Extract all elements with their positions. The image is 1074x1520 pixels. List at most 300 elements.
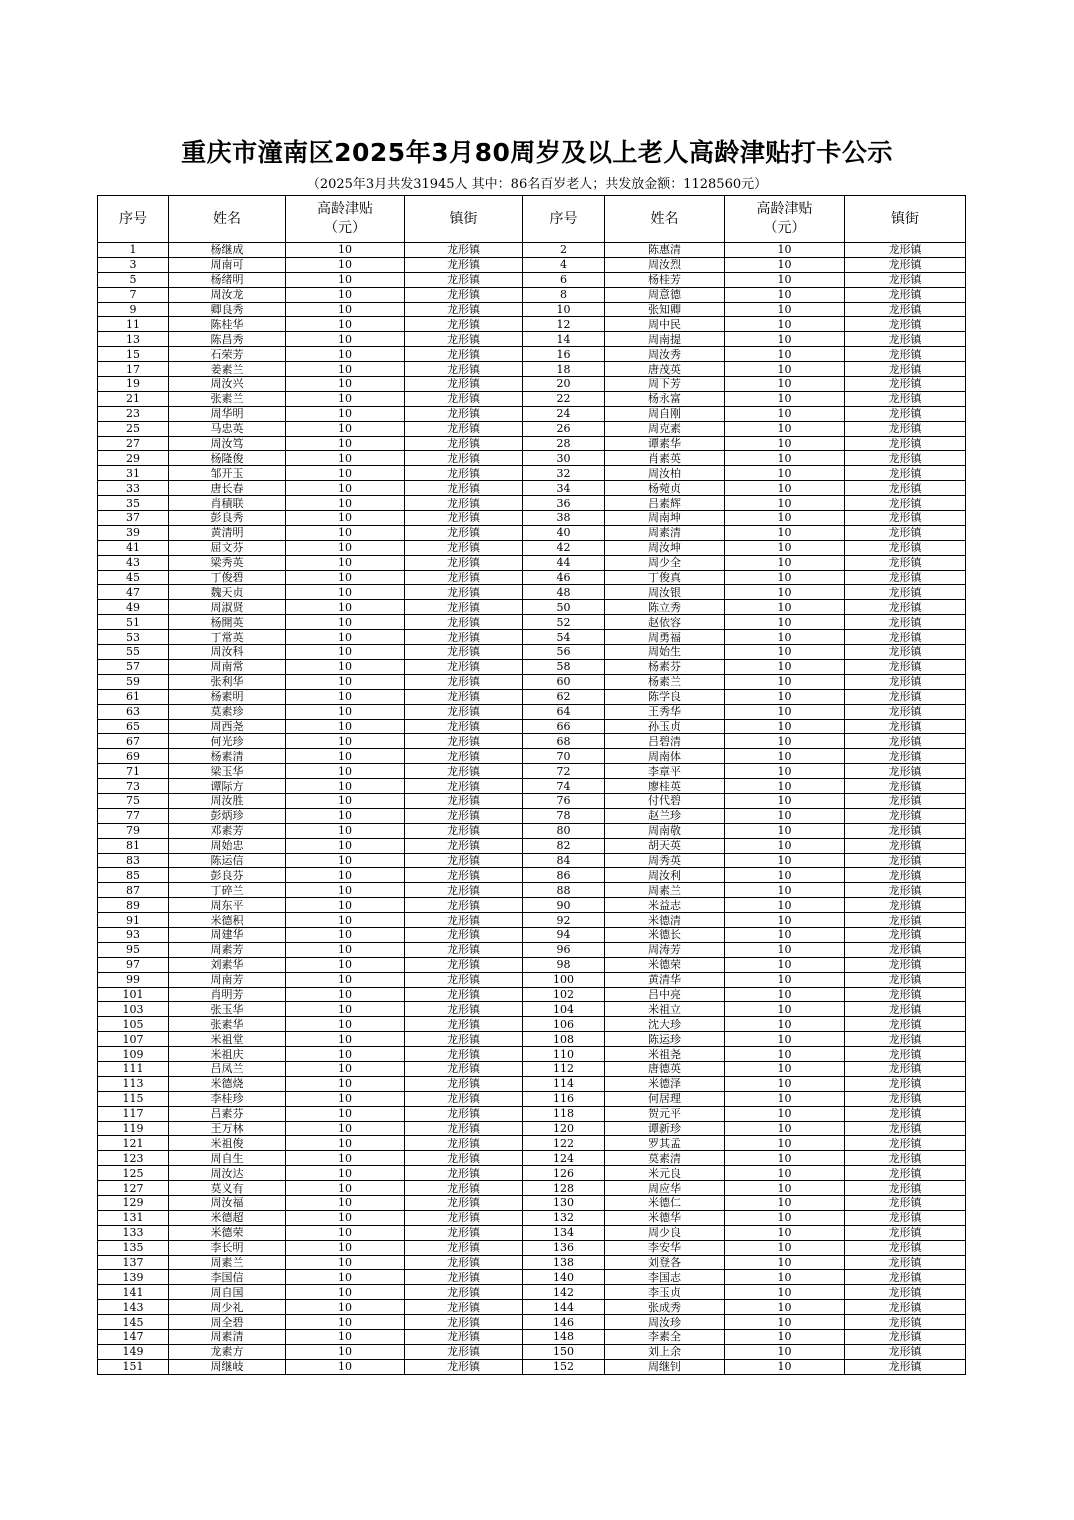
table-row	[98, 942, 966, 957]
cell-seq: 131	[98, 1210, 169, 1225]
cell-amount: 10	[286, 1359, 405, 1374]
cell-name: 周全碧	[169, 1315, 286, 1330]
cell-town: 龙形镇	[845, 1255, 966, 1270]
cell-seq: 43	[98, 555, 169, 570]
cell-amount: 10	[286, 674, 405, 689]
cell-amount: 10	[286, 838, 405, 853]
cell-amount: 10	[725, 957, 845, 972]
cell-name: 肖明芳	[169, 987, 286, 1002]
cell-amount: 10	[725, 421, 845, 436]
cell-name: 周南芳	[169, 972, 286, 987]
cell-amount: 10	[725, 436, 845, 451]
table-row	[98, 1285, 966, 1300]
cell-seq: 83	[98, 853, 169, 868]
cell-town: 龙形镇	[845, 630, 966, 645]
cell-seq: 55	[98, 645, 169, 660]
cell-amount: 10	[725, 1017, 845, 1032]
cell-amount: 10	[725, 883, 845, 898]
cell-seq: 1	[98, 243, 169, 258]
cell-name: 周汝达	[169, 1166, 286, 1181]
cell-seq: 141	[98, 1285, 169, 1300]
cell-amount: 10	[725, 793, 845, 808]
cell-town: 龙形镇	[845, 481, 966, 496]
table-row	[98, 779, 966, 794]
cell-name: 周应华	[605, 1181, 725, 1196]
table-row	[98, 391, 966, 406]
table-row	[98, 1210, 966, 1225]
cell-town: 龙形镇	[405, 898, 523, 913]
cell-town: 龙形镇	[845, 1344, 966, 1359]
cell-amount: 10	[286, 1017, 405, 1032]
cell-amount: 10	[725, 913, 845, 928]
table-row	[98, 466, 966, 481]
cell-amount: 10	[286, 808, 405, 823]
cell-seq: 87	[98, 883, 169, 898]
cell-amount: 10	[725, 481, 845, 496]
cell-amount: 10	[725, 898, 845, 913]
cell-seq: 151	[98, 1359, 169, 1374]
cell-name: 周建华	[169, 927, 286, 942]
cell-amount: 10	[725, 1061, 845, 1076]
cell-seq: 127	[98, 1181, 169, 1196]
cell-amount: 10	[286, 823, 405, 838]
cell-seq: 124	[523, 1151, 605, 1166]
cell-name: 赵兰珍	[605, 808, 725, 823]
cell-seq: 30	[523, 451, 605, 466]
cell-seq: 56	[523, 645, 605, 660]
cell-amount: 10	[725, 659, 845, 674]
cell-town: 龙形镇	[405, 481, 523, 496]
cell-name: 李素全	[605, 1330, 725, 1345]
cell-town: 龙形镇	[845, 779, 966, 794]
cell-name: 米德长	[605, 927, 725, 942]
table-row	[98, 868, 966, 883]
table-row	[98, 883, 966, 898]
cell-amount: 10	[725, 689, 845, 704]
cell-seq: 39	[98, 525, 169, 540]
cell-name: 谭新珍	[605, 1121, 725, 1136]
cell-amount: 10	[725, 779, 845, 794]
cell-name: 周汝坤	[605, 540, 725, 555]
cell-town: 龙形镇	[405, 1300, 523, 1315]
cell-town: 龙形镇	[405, 257, 523, 272]
cell-town: 龙形镇	[845, 272, 966, 287]
cell-name: 陈运珍	[605, 1032, 725, 1047]
cell-name: 张素华	[169, 1017, 286, 1032]
cell-name: 吕中亮	[605, 987, 725, 1002]
cell-amount: 10	[286, 972, 405, 987]
cell-name: 王秀华	[605, 704, 725, 719]
cell-seq: 77	[98, 808, 169, 823]
cell-name: 米德泽	[605, 1076, 725, 1091]
cell-amount: 10	[286, 1255, 405, 1270]
cell-amount: 10	[725, 1315, 845, 1330]
cell-town: 龙形镇	[845, 853, 966, 868]
cell-name: 吕素芬	[169, 1106, 286, 1121]
cell-seq: 111	[98, 1061, 169, 1076]
cell-name: 周素兰	[605, 883, 725, 898]
cell-amount: 10	[286, 1225, 405, 1240]
cell-amount: 10	[725, 391, 845, 406]
cell-name: 周自生	[169, 1151, 286, 1166]
cell-amount: 10	[725, 1240, 845, 1255]
cell-name: 米祖俊	[169, 1136, 286, 1151]
cell-seq: 53	[98, 630, 169, 645]
cell-amount: 10	[286, 853, 405, 868]
header-seq: 序号	[523, 196, 605, 243]
cell-amount: 10	[286, 317, 405, 332]
cell-name: 周汝胜	[169, 793, 286, 808]
cell-town: 龙形镇	[845, 1181, 966, 1196]
cell-name: 周汝珍	[605, 1315, 725, 1330]
cell-name: 丁常英	[169, 630, 286, 645]
cell-seq: 107	[98, 1032, 169, 1047]
cell-name: 周汝福	[169, 1196, 286, 1211]
cell-seq: 145	[98, 1315, 169, 1330]
cell-town: 龙形镇	[405, 555, 523, 570]
cell-amount: 10	[725, 406, 845, 421]
cell-amount: 10	[286, 466, 405, 481]
cell-name: 邓素芳	[169, 823, 286, 838]
cell-name: 莫素珍	[169, 704, 286, 719]
cell-name: 廖桂英	[605, 779, 725, 794]
table-row	[98, 1151, 966, 1166]
table-row	[98, 481, 966, 496]
cell-name: 周淑贤	[169, 600, 286, 615]
cell-name: 周素清	[605, 525, 725, 540]
cell-amount: 10	[725, 719, 845, 734]
table-row	[98, 719, 966, 734]
cell-town: 龙形镇	[845, 496, 966, 511]
cell-amount: 10	[286, 913, 405, 928]
cell-amount: 10	[725, 1151, 845, 1166]
cell-amount: 10	[286, 793, 405, 808]
table-row	[98, 853, 966, 868]
cell-amount: 10	[286, 585, 405, 600]
cell-seq: 94	[523, 927, 605, 942]
cell-name: 周汝龙	[169, 287, 286, 302]
table-row	[98, 1240, 966, 1255]
cell-seq: 59	[98, 674, 169, 689]
cell-seq: 9	[98, 302, 169, 317]
table-row	[98, 1344, 966, 1359]
cell-name: 米祖堂	[169, 1032, 286, 1047]
table-row	[98, 987, 966, 1002]
table-row	[98, 1166, 966, 1181]
cell-seq: 76	[523, 793, 605, 808]
cell-name: 李桂珍	[169, 1091, 286, 1106]
cell-name: 周自国	[169, 1285, 286, 1300]
cell-seq: 106	[523, 1017, 605, 1032]
cell-name: 刘上余	[605, 1344, 725, 1359]
cell-name: 米德积	[169, 913, 286, 928]
cell-town: 龙形镇	[845, 1136, 966, 1151]
cell-town: 龙形镇	[405, 927, 523, 942]
cell-town: 龙形镇	[845, 1151, 966, 1166]
cell-town: 龙形镇	[405, 1032, 523, 1047]
cell-town: 龙形镇	[845, 1002, 966, 1017]
cell-seq: 47	[98, 585, 169, 600]
cell-town: 龙形镇	[405, 540, 523, 555]
cell-seq: 91	[98, 913, 169, 928]
cell-amount: 10	[286, 570, 405, 585]
table-row	[98, 1106, 966, 1121]
table-row	[98, 1091, 966, 1106]
cell-amount: 10	[286, 1181, 405, 1196]
cell-amount: 10	[286, 659, 405, 674]
header-subsidy	[725, 196, 845, 243]
cell-name: 陈学良	[605, 689, 725, 704]
cell-seq: 104	[523, 1002, 605, 1017]
table-row	[98, 1270, 966, 1285]
cell-town: 龙形镇	[845, 391, 966, 406]
cell-seq: 42	[523, 540, 605, 555]
cell-amount: 10	[725, 838, 845, 853]
cell-town: 龙形镇	[405, 272, 523, 287]
cell-name: 黄清华	[605, 972, 725, 987]
cell-town: 龙形镇	[405, 793, 523, 808]
table-row	[98, 377, 966, 392]
cell-seq: 69	[98, 749, 169, 764]
cell-name: 周中民	[605, 317, 725, 332]
cell-town: 龙形镇	[845, 838, 966, 853]
cell-town: 龙形镇	[405, 466, 523, 481]
cell-seq: 51	[98, 615, 169, 630]
header-seq: 序号	[98, 196, 169, 243]
cell-amount: 10	[725, 674, 845, 689]
cell-name: 唐长春	[169, 481, 286, 496]
cell-town: 龙形镇	[405, 630, 523, 645]
table-row	[98, 1121, 966, 1136]
cell-seq: 58	[523, 659, 605, 674]
cell-name: 周南敬	[605, 823, 725, 838]
cell-name: 李玉贞	[605, 1285, 725, 1300]
cell-amount: 10	[286, 1270, 405, 1285]
cell-seq: 148	[523, 1330, 605, 1345]
cell-seq: 34	[523, 481, 605, 496]
cell-seq: 32	[523, 466, 605, 481]
cell-seq: 48	[523, 585, 605, 600]
cell-name: 屈文芬	[169, 540, 286, 555]
cell-name: 米德华	[605, 1210, 725, 1225]
cell-town: 龙形镇	[845, 1032, 966, 1047]
table-row	[98, 659, 966, 674]
cell-town: 龙形镇	[845, 302, 966, 317]
cell-name: 周继岐	[169, 1359, 286, 1374]
cell-name: 周继钊	[605, 1359, 725, 1374]
cell-amount: 10	[725, 525, 845, 540]
cell-town: 龙形镇	[405, 868, 523, 883]
table-row	[98, 1181, 966, 1196]
cell-amount: 10	[725, 1047, 845, 1062]
cell-amount: 10	[286, 1002, 405, 1017]
cell-town: 龙形镇	[845, 1121, 966, 1136]
cell-seq: 136	[523, 1240, 605, 1255]
cell-town: 龙形镇	[405, 1151, 523, 1166]
cell-amount: 10	[286, 942, 405, 957]
cell-name: 石荣芳	[169, 347, 286, 362]
cell-amount: 10	[286, 1344, 405, 1359]
cell-name: 周始生	[605, 645, 725, 660]
cell-name: 莫素清	[605, 1151, 725, 1166]
cell-amount: 10	[286, 421, 405, 436]
cell-town: 龙形镇	[845, 1091, 966, 1106]
cell-seq: 60	[523, 674, 605, 689]
cell-town: 龙形镇	[845, 645, 966, 660]
cell-town: 龙形镇	[845, 377, 966, 392]
cell-town: 龙形镇	[845, 868, 966, 883]
cell-name: 周南体	[605, 749, 725, 764]
cell-seq: 37	[98, 511, 169, 526]
cell-amount: 10	[286, 302, 405, 317]
cell-seq: 68	[523, 734, 605, 749]
cell-name: 杨桂芳	[605, 272, 725, 287]
cell-amount: 10	[286, 600, 405, 615]
cell-name: 刘素华	[169, 957, 286, 972]
cell-town: 龙形镇	[845, 585, 966, 600]
cell-town: 龙形镇	[405, 779, 523, 794]
cell-name: 李长明	[169, 1240, 286, 1255]
cell-town: 龙形镇	[405, 942, 523, 957]
table-row	[98, 1002, 966, 1017]
cell-name: 彭良芬	[169, 868, 286, 883]
cell-name: 张利华	[169, 674, 286, 689]
cell-seq: 45	[98, 570, 169, 585]
cell-seq: 10	[523, 302, 605, 317]
table-row	[98, 525, 966, 540]
table-row	[98, 957, 966, 972]
cell-amount: 10	[725, 734, 845, 749]
cell-seq: 100	[523, 972, 605, 987]
cell-seq: 4	[523, 257, 605, 272]
cell-seq: 54	[523, 630, 605, 645]
cell-seq: 110	[523, 1047, 605, 1062]
cell-seq: 146	[523, 1315, 605, 1330]
cell-seq: 21	[98, 391, 169, 406]
cell-seq: 3	[98, 257, 169, 272]
cell-amount: 10	[725, 1002, 845, 1017]
cell-town: 龙形镇	[845, 1061, 966, 1076]
cell-name: 杨菀贞	[605, 481, 725, 496]
subsidy-table	[97, 195, 966, 1375]
cell-seq: 135	[98, 1240, 169, 1255]
cell-seq: 63	[98, 704, 169, 719]
cell-name: 张知卿	[605, 302, 725, 317]
cell-town: 龙形镇	[845, 257, 966, 272]
cell-amount: 10	[286, 540, 405, 555]
cell-town: 龙形镇	[845, 1359, 966, 1374]
cell-town: 龙形镇	[405, 1330, 523, 1345]
table-row	[98, 317, 966, 332]
cell-name: 李章平	[605, 764, 725, 779]
cell-town: 龙形镇	[845, 1315, 966, 1330]
cell-town: 龙形镇	[405, 436, 523, 451]
table-row	[98, 615, 966, 630]
cell-seq: 29	[98, 451, 169, 466]
cell-seq: 78	[523, 808, 605, 823]
cell-name: 赵依容	[605, 615, 725, 630]
cell-seq: 41	[98, 540, 169, 555]
cell-town: 龙形镇	[405, 511, 523, 526]
cell-amount: 10	[286, 1196, 405, 1211]
cell-amount: 10	[286, 615, 405, 630]
cell-seq: 138	[523, 1255, 605, 1270]
cell-town: 龙形镇	[405, 913, 523, 928]
cell-town: 龙形镇	[845, 466, 966, 481]
cell-amount: 10	[725, 272, 845, 287]
cell-amount: 10	[725, 1106, 845, 1121]
header-town: 镇街	[845, 196, 966, 243]
cell-seq: 112	[523, 1061, 605, 1076]
cell-name: 米祖立	[605, 1002, 725, 1017]
cell-name: 周汝兴	[169, 377, 286, 392]
table-row	[98, 570, 966, 585]
cell-town: 龙形镇	[845, 1330, 966, 1345]
cell-name: 周涛芳	[605, 942, 725, 957]
cell-seq: 149	[98, 1344, 169, 1359]
cell-town: 龙形镇	[845, 957, 966, 972]
cell-amount: 10	[725, 496, 845, 511]
cell-town: 龙形镇	[845, 883, 966, 898]
cell-name: 米德荣	[605, 957, 725, 972]
cell-amount: 10	[725, 585, 845, 600]
cell-amount: 10	[725, 868, 845, 883]
cell-seq: 113	[98, 1076, 169, 1091]
table-row	[98, 734, 966, 749]
cell-name: 杨素清	[169, 749, 286, 764]
cell-town: 龙形镇	[845, 1166, 966, 1181]
cell-amount: 10	[286, 898, 405, 913]
cell-amount: 10	[286, 481, 405, 496]
cell-name: 陈立秀	[605, 600, 725, 615]
cell-town: 龙形镇	[845, 972, 966, 987]
cell-amount: 10	[286, 406, 405, 421]
cell-town: 龙形镇	[405, 808, 523, 823]
cell-town: 龙形镇	[405, 1166, 523, 1181]
cell-seq: 8	[523, 287, 605, 302]
cell-seq: 133	[98, 1225, 169, 1240]
cell-amount: 10	[286, 689, 405, 704]
cell-name: 丁碎兰	[169, 883, 286, 898]
cell-name: 米德清	[605, 913, 725, 928]
cell-name: 梁秀英	[169, 555, 286, 570]
table-row	[98, 1315, 966, 1330]
table-row	[98, 406, 966, 421]
cell-seq: 129	[98, 1196, 169, 1211]
table-body	[98, 243, 966, 1375]
cell-name: 周东平	[169, 898, 286, 913]
cell-amount: 10	[725, 942, 845, 957]
cell-seq: 109	[98, 1047, 169, 1062]
cell-town: 龙形镇	[845, 1047, 966, 1062]
cell-name: 吕素辉	[605, 496, 725, 511]
cell-town: 龙形镇	[845, 1225, 966, 1240]
cell-town: 龙形镇	[405, 659, 523, 674]
table-row	[98, 793, 966, 808]
cell-seq: 134	[523, 1225, 605, 1240]
cell-town: 龙形镇	[845, 421, 966, 436]
cell-amount: 10	[725, 1032, 845, 1047]
cell-name: 周秀英	[605, 853, 725, 868]
cell-name: 王万林	[169, 1121, 286, 1136]
cell-seq: 132	[523, 1210, 605, 1225]
cell-town: 龙形镇	[405, 1106, 523, 1121]
cell-seq: 116	[523, 1091, 605, 1106]
cell-seq: 40	[523, 525, 605, 540]
cell-seq: 140	[523, 1270, 605, 1285]
cell-seq: 12	[523, 317, 605, 332]
cell-town: 龙形镇	[405, 749, 523, 764]
